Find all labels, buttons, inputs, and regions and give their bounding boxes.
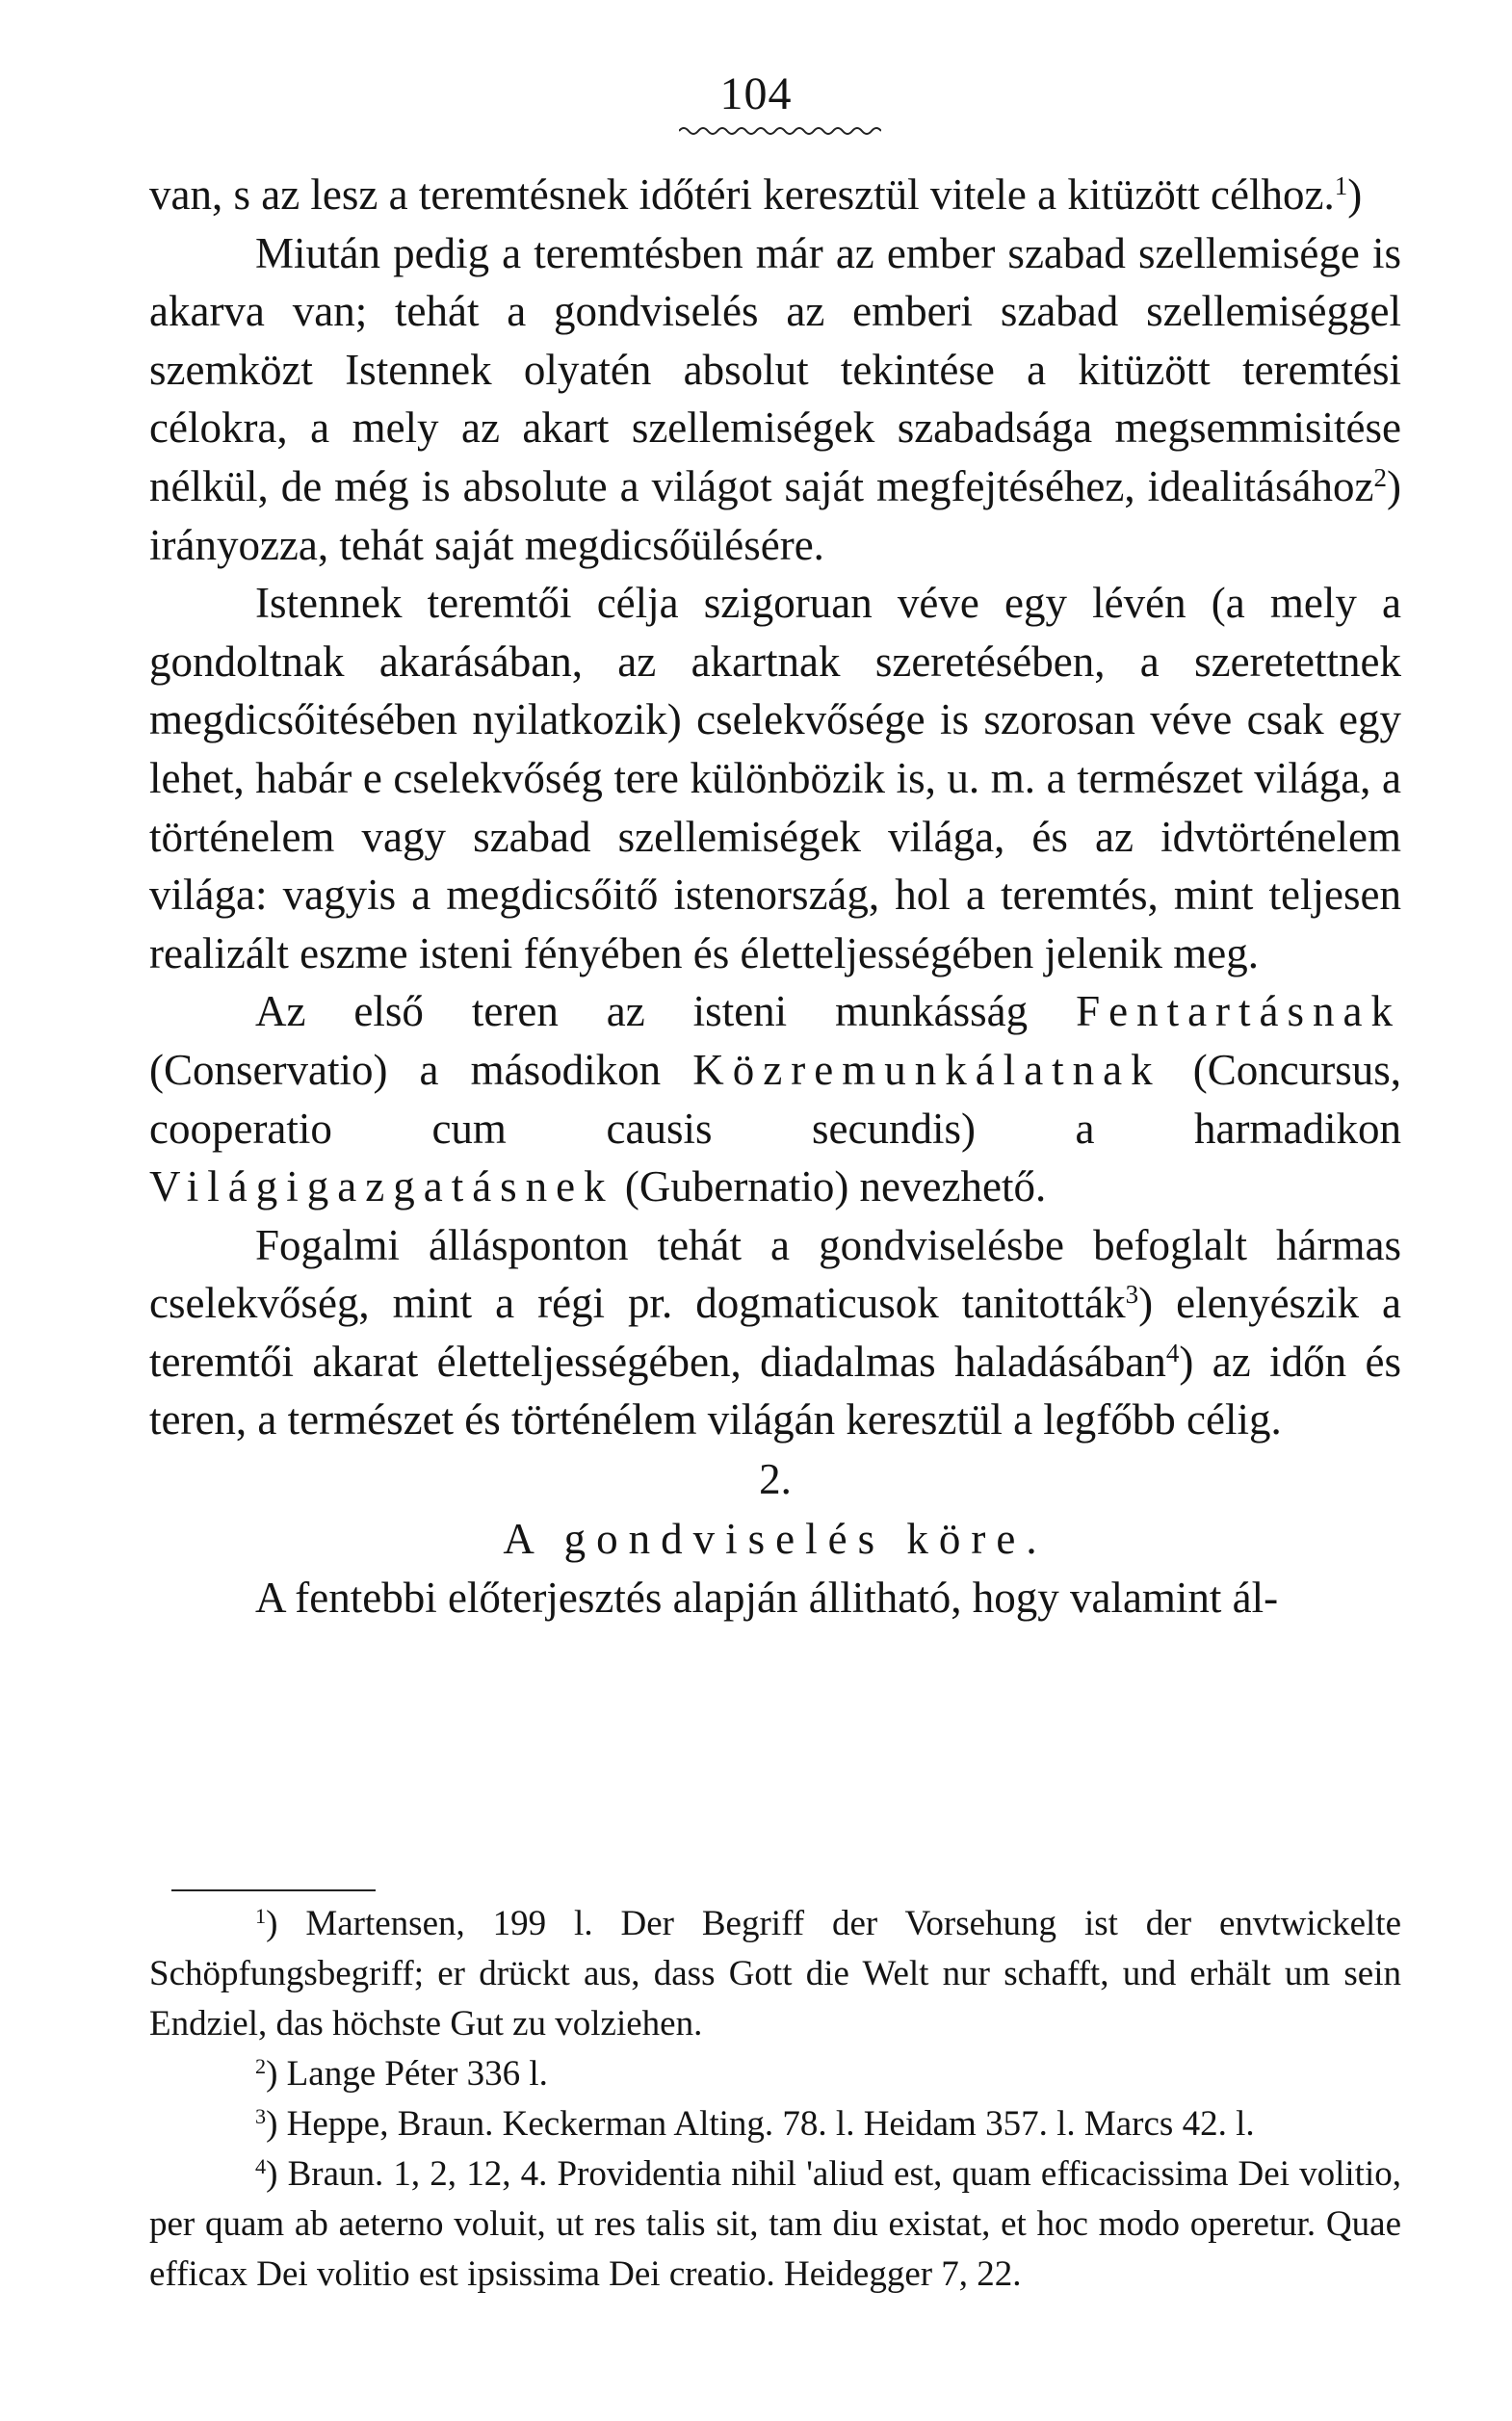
paragraph <box>149 224 1401 575</box>
spaced-term: Közremunkálatnak <box>692 1045 1161 1094</box>
footnote-marker: 3 <box>1125 1280 1139 1310</box>
text-run: Miután pedig a teremtésben már az ember szabad szellemisége is akarva van; tehát a gondviselés az emberi szabad szellemiséggel szemközt Istennek olyatén absolut tekintése a kitüzött teremtési célokra, a mely az akart szellemiségek szabadsága megsemmisitése nélkül, de még is absolute a világot saját megfejtéséhez, idealitásához <box>149 228 1401 510</box>
footnote-marker: 1 <box>255 1903 267 1928</box>
text-run: (Concursus, cooperatio cum causis secundis) a harmadikon <box>149 1045 1401 1153</box>
wavy-rule-ornament <box>679 123 881 139</box>
spaced-term: Fentartásnak <box>1076 987 1401 1036</box>
paragraph <box>149 574 1401 982</box>
text-run: Az első teren az isteni munkásság <box>255 987 1077 1036</box>
footnote <box>149 1899 1401 2049</box>
text-run: van, s az lesz a teremtésnek időtéri keresztül vitele a kitüzött célhoz. <box>149 170 1335 219</box>
paragraph <box>149 1569 1401 1627</box>
text-run: ) <box>1347 170 1363 219</box>
page-number: 104 <box>719 68 793 119</box>
footnote-divider <box>171 1889 376 1891</box>
text-run: Fogalmi állásponton tehát a gondviselésbe befoglalt hármas cselekvőség, mint a régi pr. dogmaticusok tanitották <box>149 1220 1401 1328</box>
section-title: A gondviselés köre. <box>503 1515 1048 1564</box>
footnote <box>149 2049 1401 2099</box>
text-run: (Conservatio) a másodikon <box>149 1045 693 1094</box>
text-run: ) Martensen, 199 l. Der Begriff der Vorsehung ist der envtwickelte Schöpfungsbegriff; er drückt aus, dass Gott die Welt nur schafft, und erhält um sein Endziel, das höchste Gut zu volziehen. <box>149 1904 1401 2044</box>
footnote-marker: 3 <box>255 2103 267 2128</box>
text-run: ) az időn és teren, a természet és történélem világán keresztül a legfőbb célig. <box>149 1337 1401 1445</box>
footnote-marker: 4 <box>255 2153 267 2178</box>
text-run: ) Lange Péter 336 l. <box>266 2054 548 2094</box>
footnote-marker: 4 <box>1165 1339 1180 1368</box>
text-run: ) elenyészik a teremtői akarat életteljességében, diadalmas haladásában <box>149 1279 1401 1386</box>
paragraph <box>149 1216 1401 1449</box>
paragraph <box>149 982 1401 1215</box>
footnote <box>149 2149 1401 2300</box>
footnote <box>149 2099 1401 2149</box>
text-run: ) Braun. 1, 2, 12, 4. Providentia nihil 'aliud est, quam efficacissima Dei volitio, per quam ab aeterno voluit, ut res talis sit, tam diu existat, et hoc modo operetur. Quae efficax Dei volitio est ipsissima Dei creatio. Heidegger 7, 22. <box>149 2154 1401 2294</box>
text-run: ) Heppe, Braun. Keckerman Alting. 78. l. Heidam 357. l. Marcs 42. l. <box>266 2104 1255 2144</box>
footnotes <box>149 1899 1401 2300</box>
footnote-marker: 1 <box>1334 171 1348 201</box>
footnote-marker: 2 <box>255 2053 267 2078</box>
text-run: Istennek teremtői célja szigoruan véve egy lévén (a mely a gondoltnak akarásában, az akartnak szeretésében, a szeretettnek megdicsőitésében nyilatkozik) cselekvősége is szorosan véve csak egy lehet, habár e cselekvőség tere különbözik is, u. m. a természet világa, a történelem vagy szabad szellemiségek világa, és az idvtörténelem világa: vagyis a megdicsőitő istenország, hol a teremtés, mint teljesen realizált eszme isteni fényében és életteljességében jelenik meg. <box>149 579 1401 977</box>
paragraph <box>149 166 1401 224</box>
text-run: ) irányozza, tehát saját megdicsőülésére. <box>149 461 1401 569</box>
section-number: 2. <box>759 1455 792 1504</box>
spaced-term: Világigazgatásnek <box>149 1162 614 1211</box>
text-run: A fentebbi előterjesztés alapján állitható, hogy valamint ál- <box>255 1574 1279 1623</box>
main-text <box>149 166 1401 1627</box>
footnote-marker: 2 <box>1373 463 1387 493</box>
text-run: (Gubernatio) nevezhető. <box>613 1162 1047 1211</box>
